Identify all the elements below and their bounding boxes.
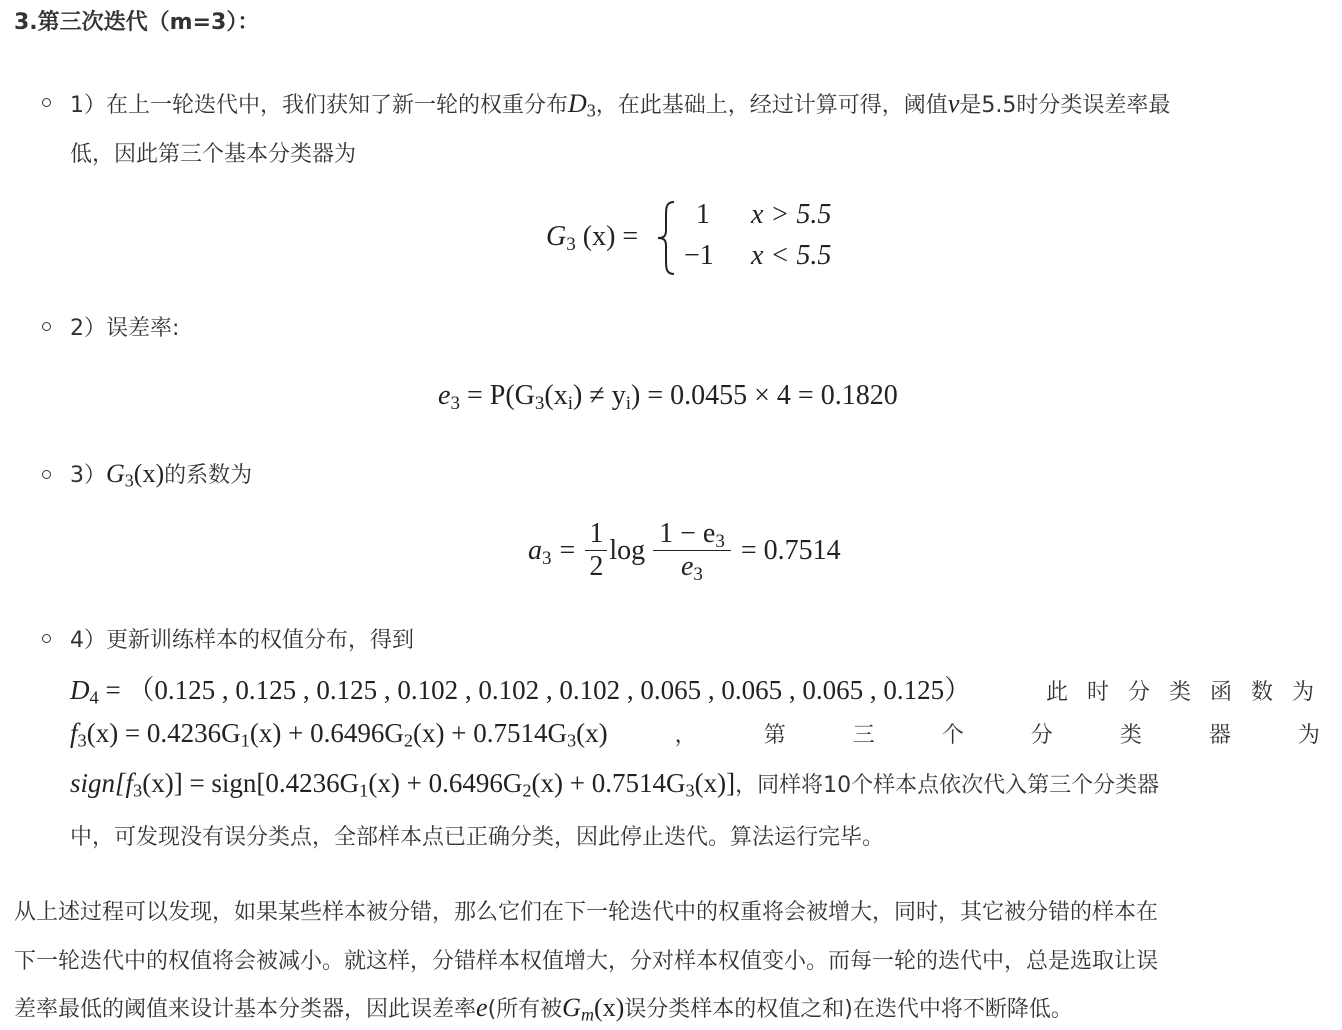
step4-line2-tail-0: ， — [674, 723, 697, 748]
step4-line2-tail-6: 器 — [1208, 723, 1231, 748]
step1-line2: 低，因此第三个基本分类器为 — [70, 142, 357, 167]
eq-a3-num-sub: 3 — [715, 530, 725, 552]
step3-g-sub: 3 — [124, 470, 134, 491]
step4-line0 — [70, 623, 414, 654]
eq-e3-g-sub: 3 — [534, 392, 545, 414]
step4-f3-f: f — [70, 718, 78, 748]
step4-line4: 中，可发现没有误分类点，全部样本点已正确分类，因此停止迭代。算法运行完毕。 — [70, 825, 885, 850]
step4-marker: 4） — [70, 628, 106, 653]
eq-a3-result: = 0.7514 — [740, 534, 841, 566]
step4-sign-b: 3 — [133, 780, 143, 801]
step1-text-b: ，在此基础上，经过计算可得，阈值 — [595, 93, 948, 118]
step3-line — [70, 458, 252, 489]
step4-f3-sub: 3 — [77, 730, 87, 751]
eq-a3-half-num: 1 — [585, 518, 607, 551]
eq-a3 — [528, 518, 841, 583]
summary-line2: 下一轮迭代中的权值将会被减小。就这样，分错样本权值增大，分对样本权值变小。而每一轮的迭代中，总是选取让误 — [14, 949, 1159, 974]
summary-e-symbol: e — [476, 993, 488, 1022]
eq-e3-neq: ) ≠ y — [573, 380, 626, 411]
step4-line1 — [70, 668, 1320, 707]
step4-line2-tail-4: 分 — [1030, 723, 1053, 748]
summary-line1: 从上述过程可以发现，如果某些样本被分错，那么它们在下一轮迭代中的权重将会被增大，同时，其它被分错的样本在 — [14, 900, 1159, 925]
eq-a3-half-den: 2 — [589, 551, 604, 583]
summary-line3 — [14, 992, 1073, 1023]
eq-e3-yi-sub: i — [625, 392, 632, 414]
step4-f3-f-tail: (x) — [576, 718, 608, 748]
step4-line2-tail-3: 个 — [941, 723, 964, 748]
step4-sign-e: (x) + 0.7514G — [531, 768, 686, 798]
step4-line2-tail-5: 类 — [1119, 723, 1142, 748]
bullet-circle-icon — [42, 322, 51, 331]
step3-arg: (x) — [133, 459, 165, 488]
eq-a3-log: log — [609, 534, 646, 566]
step1-line1 — [70, 88, 1170, 119]
eq-a3-num-text: 1 − e — [659, 518, 716, 549]
step4-line3 — [70, 768, 1159, 799]
left-brace-icon — [656, 200, 678, 276]
eq-e3-p-open: = P(G — [466, 380, 535, 411]
eq-e3 — [438, 380, 898, 412]
step4-sign-g2: 2 — [522, 780, 532, 801]
step4-sign-d: (x) + 0.6496G — [368, 768, 523, 798]
step4-sign-c: (x)] = sign[0.4236G — [142, 768, 360, 798]
bullet-circle-icon — [42, 98, 51, 107]
step4-line2-tail-7: 为 — [1297, 723, 1320, 748]
step3-g-symbol: G — [106, 459, 125, 488]
step4-f3-g2-sub: 2 — [403, 730, 414, 751]
summary-line3-d: 误分类样本的权值之和)在迭代中将不断降低。 — [624, 997, 1073, 1022]
eq-e3-e-sub: 3 — [450, 392, 460, 414]
eq-e3-x-open: (x — [544, 380, 568, 411]
eq-g3-lhs — [546, 221, 638, 253]
step4-line1-tail: 此 时 分 类 函 数 为 — [1046, 680, 1320, 705]
step4-f3-e: (x) + 0.7514G — [413, 718, 567, 748]
eq-a3-den-text: e — [680, 551, 694, 583]
step4-d4-values: = （0.125 , 0.125 , 0.125 , 0.102 , 0.102 , 0.102 , 0.065 , 0.065 , 0.065 , 0.125） — [105, 675, 972, 705]
eq-a3-a-symbol: a — [528, 534, 542, 566]
step1-v-symbol: v — [947, 89, 960, 118]
step4-f3-g3-sub: 3 — [566, 730, 577, 751]
step4-text: 更新训练样本的权值分布，得到 — [106, 628, 415, 653]
eq-g3-case1-value: 1 — [696, 199, 710, 230]
step4-sign-g3: 3 — [685, 780, 695, 801]
step4-d4-sub: 4 — [89, 687, 99, 708]
summary-line3-b: (所有被 — [487, 997, 563, 1022]
eq-e3-i-sub: i — [567, 392, 574, 414]
bullet-circle-icon — [42, 470, 51, 479]
step2-marker: 2） — [70, 316, 106, 341]
step4-line2-tail-1: 第 — [763, 723, 786, 748]
step1-d-sub: 3 — [586, 100, 596, 121]
eq-g3-case2-cond: x < 5.5 — [751, 240, 832, 271]
step1-d-symbol: D — [568, 89, 587, 118]
step4-sign-g1: 1 — [359, 780, 369, 801]
eq-g3-g-sub: 3 — [566, 233, 576, 255]
step4-sign-a: sign[f — [70, 768, 134, 798]
step4-f3-d: (x) + 0.6496G — [249, 718, 404, 748]
step2-line — [70, 311, 179, 342]
step4-line2 — [70, 718, 1320, 749]
eq-a3-half-fraction — [585, 518, 607, 583]
step3-marker: 3） — [70, 463, 106, 488]
summary-line3-a: 差率最低的阈值来设计基本分类器，因此误差率 — [14, 997, 477, 1022]
step1-text-c: 是5.5时分类误差率最 — [959, 93, 1171, 118]
step1-text-a: 在上一轮迭代中，我们获知了新一轮的权重分布 — [106, 93, 569, 118]
eq-e3-e-symbol: e — [438, 380, 451, 411]
step4-line3-tail: ，同样将10个样本点依次代入第三个分类器 — [735, 773, 1160, 798]
eq-a3-den-sub: 3 — [693, 563, 703, 585]
section-heading: 3.第三次迭代（m=3）： — [14, 10, 260, 35]
step4-line2-tail-2: 三 — [852, 723, 875, 748]
eq-a3-a-sub: 3 — [542, 547, 552, 569]
step4-sign-f: (x)] — [694, 768, 736, 798]
step4-f3-c: (x) = 0.4236G — [86, 718, 241, 748]
eq-a3-equals: = — [559, 534, 576, 566]
step2-text: 误差率: — [106, 316, 180, 341]
step4-d4-symbol: D — [70, 675, 90, 705]
step3-text: 的系数为 — [164, 463, 253, 488]
eq-g3-g-symbol: G — [546, 221, 567, 252]
bullet-circle-icon — [42, 634, 51, 643]
eq-g3-case1-cond: x > 5.5 — [751, 199, 832, 230]
summary-x-arg: (x) — [593, 993, 625, 1022]
summary-g-symbol: G — [562, 993, 581, 1022]
eq-e3-tail: ) = 0.0455 × 4 = 0.1820 — [631, 380, 898, 411]
eq-g3-arg: (x) = — [582, 221, 639, 252]
step1-marker: 1） — [70, 93, 106, 118]
summary-g-sub: m — [580, 1004, 594, 1025]
eq-a3-main-fraction — [653, 518, 731, 583]
step4-f3-g1-sub: 1 — [240, 730, 250, 751]
eq-g3-case2-value: −1 — [684, 240, 714, 271]
